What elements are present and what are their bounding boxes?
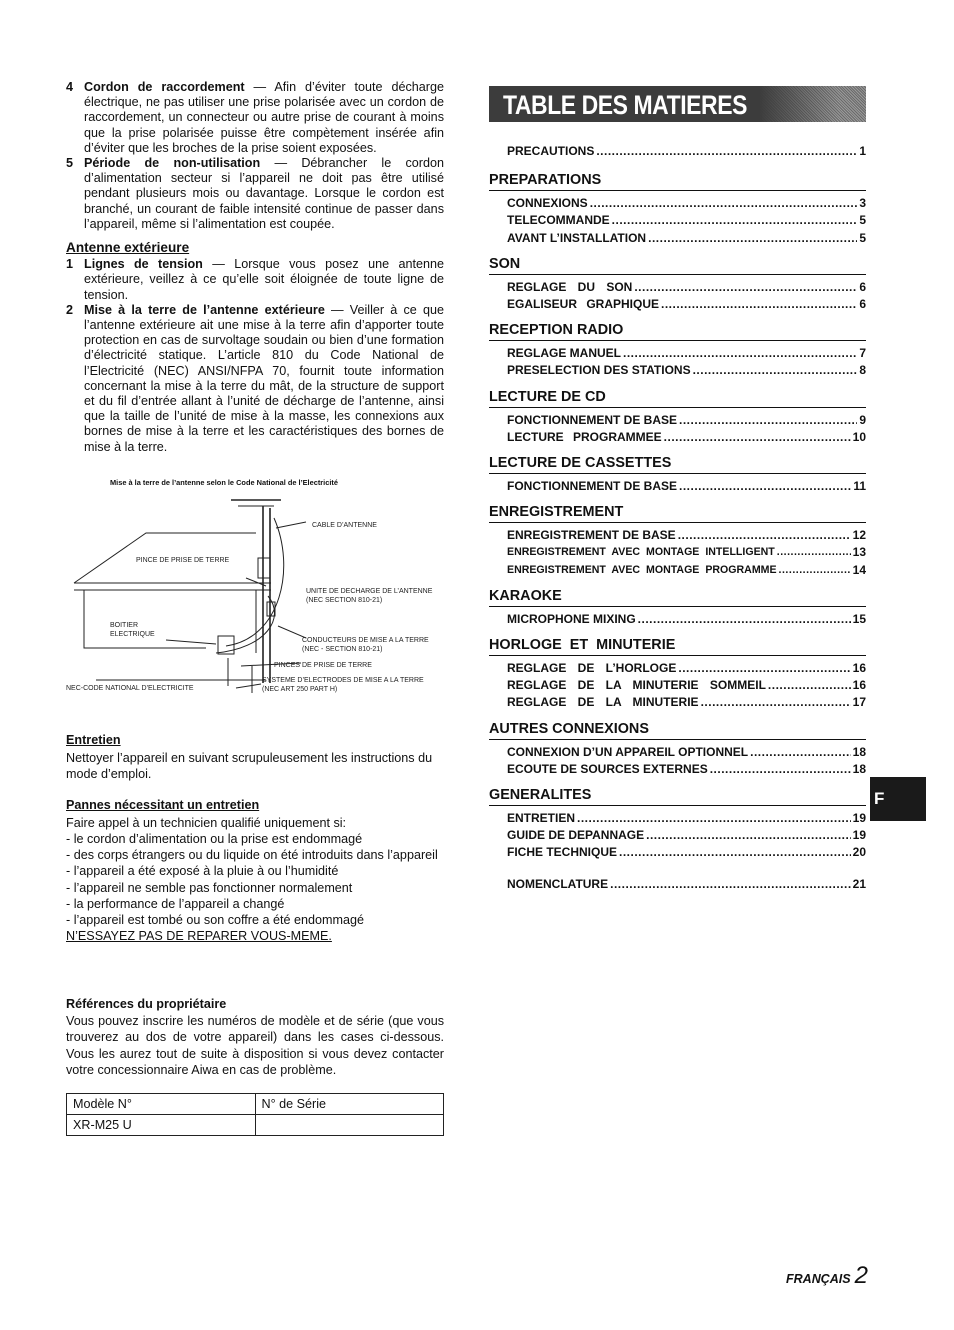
refs-heading: Références du propriétaire bbox=[66, 997, 227, 1011]
list-item: - l’appareil ne semble pas fonctionner normalement bbox=[66, 880, 353, 895]
label-clamps: PINCES DE PRISE DE TERRE bbox=[274, 662, 372, 669]
label-box: BOITIER ELECTRIQUE bbox=[110, 622, 155, 638]
toc-entry[interactable]: NOMENCLATURE ..... 21 bbox=[507, 876, 866, 893]
toc-entry[interactable]: PRESELECTION DES STATIONS ..... 8 bbox=[507, 362, 866, 379]
toc-section-preparations: PREPARATIONS CONNEXIONS ..... 3 TELECOMMANDE ..... 5 AVANT L’INSTALLATION ..... 5 bbox=[489, 172, 866, 247]
list-item: 4 Cordon de raccordement — Afin d’éviter toute décharge électrique, ne pas utiliser une prise polarisée avec un cordon de raccordement, un connecteur ou autre prise de courant à moins que la prise polarisée puisse être compètement insérée afin d’éviter que les broches de la prise soient exposées. bbox=[66, 80, 444, 155]
toc-entry[interactable]: FONCTIONNEMENT DE BASE ..... 9 bbox=[507, 412, 866, 429]
toc-entry[interactable]: CONNEXION D’UN APPAREIL OPTIONNEL ..... 18 bbox=[507, 744, 866, 761]
page-number: 2 bbox=[854, 1262, 868, 1289]
list-item: - l’appareil a été exposé à la pluie à ou l’humidité bbox=[66, 864, 339, 879]
toc-entry[interactable]: MICROPHONE MIXING ..... 15 bbox=[507, 611, 866, 628]
toc-entry[interactable]: FICHE TECHNIQUE ..... 20 bbox=[507, 844, 866, 861]
toc-entry[interactable]: ENTRETIEN ..... 19 bbox=[507, 810, 866, 827]
toc-section-reception-radio: RECEPTION RADIO REGLAGE MANUEL ..... 7 PRESELECTION DES STATIONS ..... 8 bbox=[489, 322, 866, 379]
toc-entry[interactable]: AVANT L’INSTALLATION ..... 5 bbox=[507, 230, 866, 247]
toc-entry[interactable]: TELECOMMANDE ..... 5 bbox=[507, 212, 866, 229]
refs-text: Vous pouvez inscrire les numéros de modèle et de série (que vous trouverez au dos de votre appareil) dans les cases ci-dessous. Vous les aurez tout de suite à disposition si vous devez contacter votre concessionnaire Aiwa en cas de problème. bbox=[66, 1014, 444, 1077]
toc-section-autres-connexions: AUTRES CONNEXIONS CONNEXION D’UN APPAREIL OPTIONNEL ..... 18 ECOUTE DE SOURCES EXTERNES ..... 18 bbox=[489, 721, 866, 778]
language-tab: F bbox=[870, 777, 926, 821]
list-item: - le cordon d’alimentation ou la prise est endommagé bbox=[66, 832, 363, 847]
list-item: 1 Lignes de tension — Lorsque vous posez une antenne extérieure, veillez à ce qu’elle soit éloignée de toute ligne de tension. bbox=[66, 257, 445, 302]
list-item: 5 Période de non-utilisation — Débrancher le cordon d’alimentation secteur si l’appareil ne doit pas être utilisé pendant plusieurs mois ou davantage. Lorsque le cordon est branché, un courant de faible intensité continue de passer dans l’appareil, même si l’alimentation est coupée. bbox=[66, 156, 444, 231]
serial-table bbox=[66, 1093, 444, 1136]
toc-entry[interactable]: ENREGISTREMENT DE BASE ..... 12 bbox=[507, 527, 866, 544]
toc-entry[interactable]: CONNEXIONS ..... 3 bbox=[507, 195, 866, 212]
antenna-grounding-diagram bbox=[66, 478, 446, 703]
model-value: XR-M25 U bbox=[67, 1115, 256, 1136]
owner-references bbox=[66, 996, 444, 1078]
pannes-warning: N’ESSAYEZ PAS DE REPARER VOUS-MEME. bbox=[66, 929, 332, 944]
toc-section-karaoke: KARAOKE MICROPHONE MIXING ..... 15 bbox=[489, 588, 866, 628]
toc-entry[interactable]: GUIDE DE DEPANNAGE ..... 19 bbox=[507, 827, 866, 844]
toc-entry[interactable]: ENREGISTREMENT AVEC MONTAGE INTELLIGENT ..... 13 bbox=[507, 544, 866, 561]
list-item: - la performance de l’appareil a changé bbox=[66, 896, 285, 911]
label-unit: UNITE DE DECHARGE DE L’ANTENNE (NEC SECTION 810-21) bbox=[306, 588, 433, 604]
toc-entry[interactable]: REGLAGE DE LA MINUTERIE ..... 17 bbox=[507, 694, 866, 711]
toc-entry[interactable]: ECOUTE DE SOURCES EXTERNES ..... 18 bbox=[507, 761, 866, 778]
toc-title: TABLE DES MATIERES bbox=[503, 90, 747, 120]
maintenance-section bbox=[66, 732, 444, 944]
toc-entry[interactable]: REGLAGE DU SON ..... 6 bbox=[507, 279, 866, 296]
toc-entry[interactable]: REGLAGE DE L’HORLOGE ..... 16 bbox=[507, 660, 866, 677]
pannes-heading: Pannes nécessitant un entretien bbox=[66, 797, 260, 812]
entretien-text: Nettoyer l’appareil en suivant scrupuleusement les instructions du mode d’emploi. bbox=[66, 751, 433, 782]
toc-section-generalites: GENERALITES ENTRETIEN ..... 19 GUIDE DE DEPANNAGE ..... 19 FICHE TECHNIQUE ..... 20 bbox=[489, 787, 866, 862]
toc-entry[interactable]: EGALISEUR GRAPHIQUE ..... 6 bbox=[507, 296, 866, 313]
list-item: - des corps étrangers ou du liquide on été introduits dans l’appareil bbox=[66, 848, 438, 863]
list-item: - l’appareil est tombé ou son coffre a été endommagé bbox=[66, 913, 364, 928]
toc-section-son: SON REGLAGE DU SON ..... 6 EGALISEUR GRAPHIQUE ..... 6 bbox=[489, 256, 866, 313]
label-conductors: CONDUCTEURS DE MISE A LA TERRE (NEC - SECTION 810-21) bbox=[302, 637, 429, 653]
serial-header: N° de Série bbox=[255, 1094, 444, 1115]
toc-section-horloge: HORLOGE ET MINUTERIE REGLAGE DE L’HORLOGE ..... 16 REGLAGE DE LA MINUTERIE SOMMEIL ..... 16 REGLAGE DE LA MINUTERIE ..... 17 bbox=[489, 637, 866, 712]
left-column bbox=[66, 80, 444, 455]
list-item: 2 Mise à la terre de l’antenne extérieure — Veiller à ce que l’antenne extérieure ait une mise à la terre afin d’apporter toute protection en cas de survoltage soudain ou bien d’une formation d’électricité statique. L’article 810 du Code National de l’Electricité (NEC) ANSI/NFPA 70, fournit toute information concernant la mise à la terre du mât, de la structure de support et du fil d’entrée allant à l’unité de décharge de l’antenne, ainsi que la taille de l’unité de mise à la masse, les connexions aux bornes de mise à la terre et les caractéristiques des bornes de mise à la terre. bbox=[66, 302, 444, 454]
entretien-heading: Entretien bbox=[66, 733, 121, 747]
toc-entry[interactable]: LECTURE PROGRAMMEE ..... 10 bbox=[507, 429, 866, 446]
page-footer bbox=[786, 1262, 868, 1290]
toc-section-enregistrement: ENREGISTREMENT ENREGISTREMENT DE BASE ..... 12 ENREGISTREMENT AVEC MONTAGE INTELLIGENT ..... 13 ENREGISTREMENT AVEC MONTAGE PROGRAMME ..... 14 bbox=[489, 504, 866, 579]
toc-section-lecture-cassettes: LECTURE DE CASSETTES FONCTIONNEMENT DE BASE ..... 11 bbox=[489, 455, 866, 495]
items-top bbox=[66, 80, 444, 232]
label-cable: CABLE D’ANTENNE bbox=[312, 522, 377, 529]
toc-banner bbox=[489, 86, 866, 122]
toc-entry[interactable]: ENREGISTREMENT AVEC MONTAGE PROGRAMME ..... 14 bbox=[507, 562, 866, 579]
table-of-contents bbox=[489, 143, 866, 893]
toc-entry[interactable]: REGLAGE DE LA MINUTERIE SOMMEIL ..... 16 bbox=[507, 677, 866, 694]
toc-entry[interactable]: REGLAGE MANUEL ..... 7 bbox=[507, 345, 866, 362]
footer-language: FRANÇAIS bbox=[786, 1272, 851, 1286]
antenna-heading: Antenne extérieure bbox=[66, 240, 190, 256]
label-clamp: PINCE DE PRISE DE TERRE bbox=[136, 557, 230, 564]
serial-value bbox=[255, 1115, 444, 1136]
diagram-title: Mise à la terre de l’antenne selon le Code National de l’Electricité bbox=[110, 478, 338, 487]
pannes-intro: Faire appel à un technicien qualifié uniquement si: bbox=[66, 815, 347, 830]
toc-entry[interactable]: FONCTIONNEMENT DE BASE ..... 11 bbox=[507, 478, 866, 495]
model-header: Modèle N° bbox=[67, 1094, 256, 1115]
toc-section-lecture-cd: LECTURE DE CD FONCTIONNEMENT DE BASE ..... 9 LECTURE PROGRAMMEE ..... 10 bbox=[489, 389, 866, 446]
label-nec: NEC-CODE NATIONAL D’ELECTRICITE bbox=[66, 685, 194, 692]
label-electrodes: SYSTEME D’ELECTRODES DE MISE A LA TERRE (NEC ART 250 PART H) bbox=[262, 677, 424, 693]
toc-entry[interactable]: PRECAUTIONS ..... 1 bbox=[507, 143, 866, 160]
